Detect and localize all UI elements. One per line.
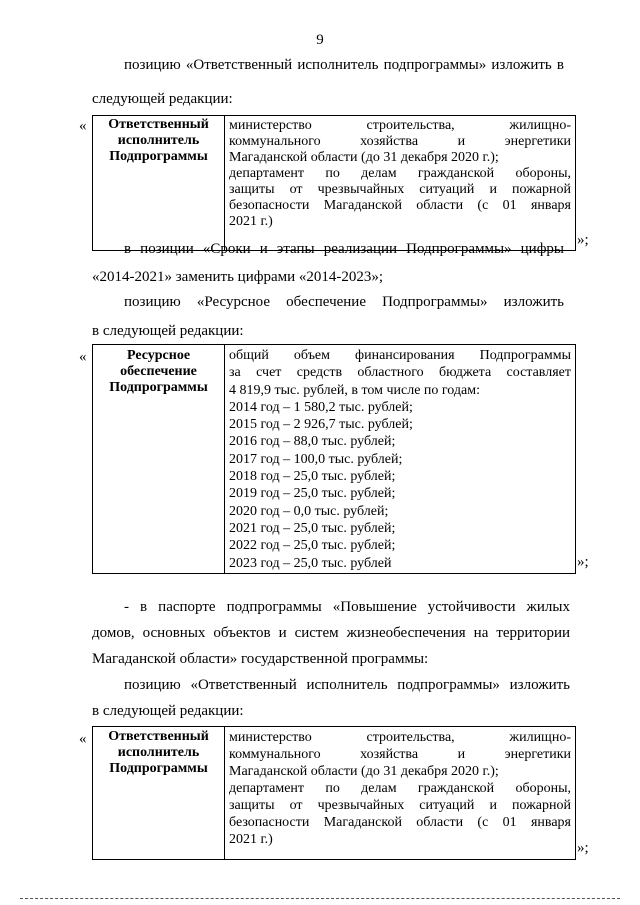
table-2-right-line: 2021 год – 25,0 тыс. рублей;	[229, 520, 396, 536]
paragraph-1-line-2: следующей редакции:	[92, 91, 233, 107]
table-3-left-line: Подпрограммы	[109, 761, 208, 776]
table-2-open-quote: «	[79, 349, 87, 365]
table-2-right-line: 2019 год – 25,0 тыс. рублей;	[229, 486, 396, 502]
table-3-responsible-executor	[92, 726, 576, 860]
table-3-right-line: защиты от чрезвычайных ситуаций и пожарной	[229, 798, 571, 813]
table-2-right-line: за счет средств областного бюджета составляет	[229, 365, 571, 381]
paragraph-1-line-1: позицию «Ответственный исполнитель подпрограммы» изложить в	[124, 57, 564, 73]
table-2-left-line: Ресурсное	[126, 348, 191, 363]
table-2-right-cell	[225, 345, 575, 573]
table-1-right-line: министерство строительства, жилищно-	[229, 118, 571, 133]
table-2-left-line: Подпрограммы	[109, 380, 208, 395]
table-2-right-line: 2014 год – 1 580,2 тыс. рублей;	[229, 399, 413, 415]
table-2-right-line: 2018 год – 25,0 тыс. рублей;	[229, 469, 396, 485]
table-3-right-line: 2021 г.)	[229, 832, 273, 847]
table-1-right-line: 2021 г.)	[229, 214, 273, 229]
table-3-close-quote: »;	[577, 840, 589, 856]
table-2-right-line: 2020 год – 0,0 тыс. рублей;	[229, 503, 389, 519]
table-3-right-line: министерство строительства, жилищно-	[229, 730, 571, 745]
table-1-responsible-executor	[92, 115, 576, 251]
table-3-left-cell	[93, 727, 225, 859]
table-2-right-line: 2023 год – 25,0 тыс. рублей	[229, 555, 392, 571]
page-number: 9	[316, 32, 324, 48]
page-bottom-edge	[20, 898, 620, 899]
table-1-open-quote: «	[79, 118, 87, 134]
table-2-right-line: 4 819,9 тыс. рублей, в том числе по годам:	[229, 382, 480, 398]
table-1-right-line: департамент по делам гражданской обороны,	[229, 166, 571, 181]
paragraph-2-line-1: в позиции «Сроки и этапы реализации Подпрограммы» цифры	[124, 241, 564, 257]
table-1-right-line: безопасности Магаданской области (с 01 января	[229, 198, 571, 213]
table-3-left-line: Ответственный	[108, 729, 209, 744]
table-1-right-line: защиты от чрезвычайных ситуаций и пожарной	[229, 182, 571, 197]
table-2-close-quote: »;	[577, 554, 589, 570]
paragraph-4-line-3: Магаданской области» государственной программы:	[92, 651, 429, 667]
table-3-right-line: департамент по делам гражданской обороны,	[229, 781, 571, 796]
table-3-right-line: безопасности Магаданской области (с 01 января	[229, 815, 571, 830]
table-2-right-line: 2022 год – 25,0 тыс. рублей;	[229, 538, 396, 554]
table-1-left-cell	[93, 116, 225, 250]
table-1-left-line: Подпрограммы	[109, 149, 208, 164]
paragraph-4-line-2: домов, основных объектов и систем жизнеобеспечения на территории	[92, 625, 570, 641]
table-3-right-cell	[225, 727, 575, 859]
paragraph-4-line-1: - в паспорте подпрограммы «Повышение устойчивости жилых	[124, 599, 570, 615]
table-3-right-line: Магаданской области (до 31 декабря 2020 г.);	[229, 764, 499, 779]
table-1-left-line: Ответственный	[108, 117, 209, 132]
table-2-right-line: общий объем финансирования Подпрограммы	[229, 348, 571, 363]
table-2-left-cell	[93, 345, 225, 573]
table-3-right-line: коммунального хозяйства и энергетики	[229, 747, 571, 762]
table-2-resource-provision	[92, 344, 576, 574]
table-2-right-line: 2015 год – 2 926,7 тыс. рублей;	[229, 417, 413, 433]
table-1-left-line: исполнитель	[117, 133, 200, 148]
paragraph-2-line-2: «2014-2021» заменить цифрами «2014-2023»;	[92, 269, 384, 285]
table-3-left-line: исполнитель	[117, 745, 200, 760]
paragraph-5-line-2: в следующей редакции:	[92, 703, 244, 719]
table-1-close-quote: »;	[577, 232, 589, 248]
table-2-left-line: обеспечение	[120, 364, 197, 379]
table-1-right-line: Магаданской области (до 31 декабря 2020 г.);	[229, 150, 499, 165]
table-2-right-line: 2017 год – 100,0 тыс. рублей;	[229, 451, 403, 467]
table-2-right-line: 2016 год – 88,0 тыс. рублей;	[229, 434, 396, 450]
table-1-right-cell	[225, 116, 575, 250]
paragraph-5-line-1: позицию «Ответственный исполнитель подпрограммы» изложить	[124, 677, 570, 693]
table-1-right-line: коммунального хозяйства и энергетики	[229, 134, 571, 149]
paragraph-3-line-2: в следующей редакции:	[92, 323, 244, 339]
paragraph-3-line-1: позицию «Ресурсное обеспечение Подпрограммы» изложить	[124, 294, 564, 310]
table-3-open-quote: «	[79, 731, 87, 747]
